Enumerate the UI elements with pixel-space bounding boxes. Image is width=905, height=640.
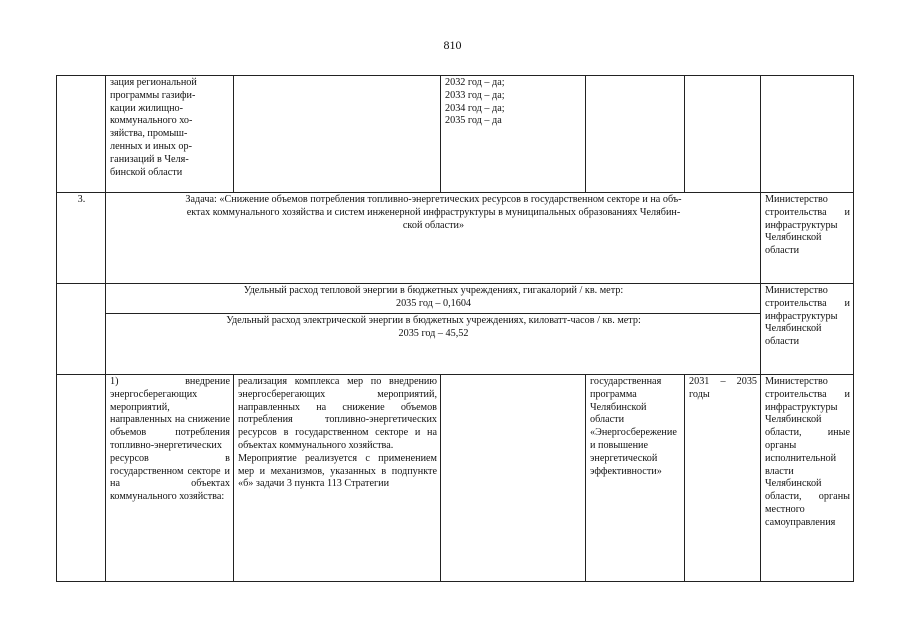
indicator-years-cell: [441, 375, 586, 582]
measure-name: 1) внедрение энергосберегающих мероприятий, направленных на снижение объемов потребления топливно-энергетических ресурсов в государственном секторе и на объектах коммунального хозяйства:: [106, 375, 234, 582]
indicator-cell: [106, 314, 761, 375]
description-cell: [234, 76, 441, 193]
measure-name-cell: [106, 76, 234, 193]
responsible-cell: [761, 76, 854, 193]
indicator-cell: [106, 284, 761, 314]
year-line: 2033 год – да;: [445, 89, 505, 101]
strategy-table: [56, 75, 854, 582]
task-number: 3.: [57, 193, 106, 284]
text-line: зация региональной: [110, 77, 197, 88]
text-line: кации жилищно-: [110, 102, 184, 114]
indicator-years-cell: [441, 76, 586, 193]
page-number: 810: [443, 38, 462, 52]
indicator-number-cell: [57, 284, 106, 375]
indicator-value: 2035 год – 45,52: [398, 327, 469, 339]
measure-description: [234, 375, 441, 582]
text-line: бинской области: [110, 166, 183, 178]
description-paragraph: реализация комплекса мер по внедрению энергосберегающих мероприятий, направленных на снижение объемов потребления топливно-энергетических ресурсов в государственном секторе и на объектах коммунального хозяйства.: [238, 376, 437, 451]
task-row: [57, 193, 854, 284]
text-line: ленных и иных ор-: [110, 140, 192, 152]
text-line: зяйства, промыш-: [110, 128, 188, 140]
measure-responsible: Министерство строительства и инфраструктуры Челябинской области, иные органы исполнительной власти Челябинской области, органы местного самоуправления: [761, 375, 854, 582]
year-line: 2032 год – да;: [445, 77, 505, 88]
indicator-name: Удельный расход тепловой энергии в бюджетных учреждениях, гигакалорий / кв. метр:: [243, 285, 624, 296]
measure-period: 2031 – 2035 годы: [685, 375, 761, 582]
indicator-value: 2035 год – 0,1604: [395, 297, 472, 309]
row-number-cell: [57, 375, 106, 582]
continuation-row: [57, 76, 854, 193]
task-title: Задача: «Снижение объемов потребления топливно-энергетических ресурсов в государственном секторе и на объ- ектах коммунального хозяйства и систем инженерной инфраструктуры в муниципальных образованиях Челябин- ской области»: [106, 193, 761, 284]
program-cell: [586, 76, 685, 193]
measure-row: [57, 375, 854, 582]
text-line: коммунального хо-: [110, 115, 193, 127]
task-responsible: Министерство строительства и инфраструктуры Челябинской области: [761, 193, 854, 284]
period-cell: [685, 76, 761, 193]
measure-program: государственная программа Челябинской области «Энергосбережение и повышение энергетической эффективности»: [586, 375, 685, 582]
year-line: 2035 год – да: [445, 115, 502, 127]
indicator-row: [57, 284, 854, 314]
indicator-name: Удельный расход электрической энергии в бюджетных учреждениях, киловатт-часов / кв. метр:: [226, 315, 641, 326]
text-line: ганизаций в Челя-: [110, 153, 189, 165]
description-paragraph: Мероприятие реализуется с применением мер и механизмов, указанных в подпункте «б» задачи 3 пункта 113 Стратегии: [238, 452, 437, 490]
year-line: 2034 год – да;: [445, 102, 505, 114]
indicators-responsible: Министерство строительства и инфраструктуры Челябинской области: [761, 284, 854, 375]
indicator-row: [57, 314, 854, 375]
text-line: программы газифи-: [110, 89, 196, 101]
row-number-cell: [57, 76, 106, 193]
